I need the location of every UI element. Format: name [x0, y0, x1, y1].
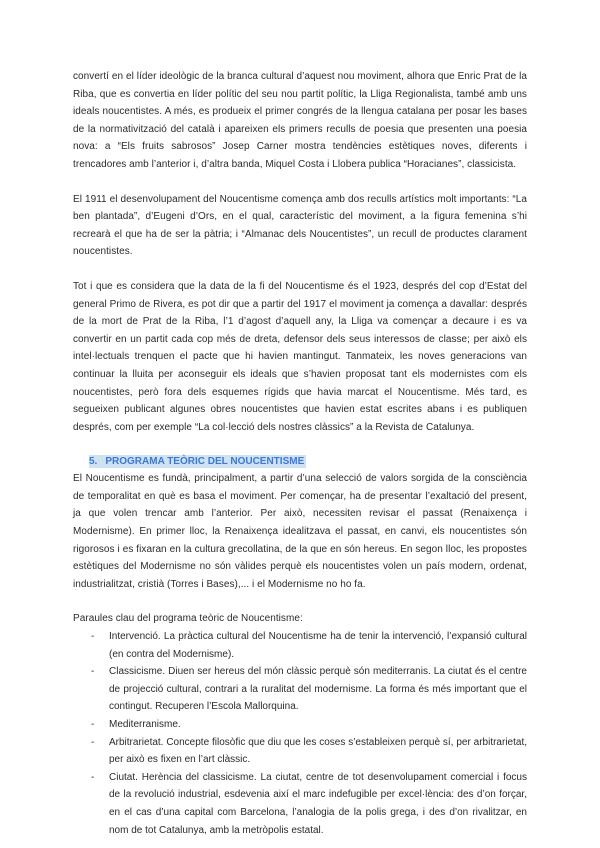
- paragraph-gap: [73, 436, 527, 453]
- section-title: PROGRAMA TEÒRIC DEL NOUCENTISME: [105, 456, 305, 468]
- bullet-dash: -: [91, 736, 95, 748]
- section-number: 5.: [89, 455, 105, 468]
- list-item-text: Mediterranisme.: [109, 719, 181, 730]
- list-item-text: Ciutat. Herència del classicisme. La ciutat, centre de tot desenvolupament comercial i focus de la revolució industrial, esdevenia així el marc indefugible per excel·lència: des d’on forçar, en el cas d’una capital com Barcelona, l’analogia de la polis grega, i des d’on rivalitzar, en nom de tot Catalunya, amb la metròpolis estatal.: [109, 771, 527, 836]
- list-item-text: Arbitrarietat. Concepte filosòfic que diu que les coses s’estableixen perquè sí, per arbitrarietat, per això es fixen en l’art clàssic.: [109, 736, 527, 766]
- paragraph-1911-development: El 1911 el desenvolupament del Noucentisme comença amb dos reculls artístics molt importants: “La ben plantada”, d’Eugeni d’Ors, en el qual, característic del moviment, a la figura femenina s’hi recrearà el que ha de ser la pàtria; i “Almanac dels Noucentistes”, un recull de productes clarament noucentistes.: [73, 193, 527, 258]
- list-item-text: Intervenció. La pràctica cultural del Noucentisme ha de tenir la intervenció, l’expansió cultural (en contra del Modernisme).: [109, 631, 527, 660]
- paragraph-gap: [73, 261, 527, 278]
- paragraph-theoretical-program: El Noucentisme es fundà, principalment, a partir d’una selecció de valors sorgida de la consciència de temporalitat en què es basa el moviment. Per començar, ha de presentar l’exaltació del present, ja que volen trencar amb l’anterior. Per això, necessiten revisar el passat (Renaixença i Modernisme). En primer lloc, la Renaixença idealitzava el passat, en canvi, els noucentistes són rigorosos i es fixaran en la cultura grecollatina, de la que en són hereus. En segon lloc, les propostes estètiques del Modernisme no són vàlides perquè els noucentistes volen un país modern, ordenat, industrialitzat, cristià (Torres i Bases),... i el Modernisme no ho fa.: [73, 473, 527, 590]
- keywords-list: [73, 628, 527, 839]
- paragraph-gap: [73, 174, 527, 191]
- paragraph-lliga-regionalista: convertí en el líder ideològic de la branca cultural d’aquest nou moviment, alhora que Enric Prat de la Riba, que es convertia en líder polític del seu nou partit polític, la Lliga Regionalista, també amb uns ideals noucentistes. A més, es produeix el primer congrés de la llengua catalana per posar les bases de la normativització del català i apareixen els primers reculls de poesia que presenten una poesia nova: a “Els fruits sabrosos” Josep Carner mostra tendències estètiques noves, diferents i trencadores amb l’anterior i, d’altra banda, Miquel Costa i Llobera publica “Horacianes”, classicista.: [73, 71, 527, 170]
- bullet-dash: -: [91, 631, 95, 643]
- list-item: [73, 769, 527, 839]
- paragraph-end-of-noucentisme: Tot i que es considera que la data de la fi del Noucentisme és el 1923, després del cop d’Estat del general Primo de Rivera, es pot dir que a partir del 1917 el moviment ja comença a davallar: després de la mort de Prat de la Riba, l’1 d’agost d’aquell any, la Lliga va començar a decaure i es va convertir en un partit cada cop més de dreta, defensor dels seus interessos de classe; per això els intel·lectuals trenquen el pacte que hi havien mantingut. Tanmateix, les noves generacions van continuar la lluita per aconseguir els ideals que s’havien proposat tant els modernistes com els noucentistes, però fora dels esquemes rígids que havia marcat el Noucentisme. Més tard, es segueixen publicant algunes obres noucentistes que havien estat escrites abans i es publiquen després, com per exemple “La col·lecció dels nostres clàssics” a la Revista de Catalunya.: [73, 280, 527, 433]
- list-item: [73, 734, 527, 769]
- list-item-text: Classicisme. Diuen ser hereus del món clàssic perquè són mediterranis. La ciutat és el centre de projecció cultural, contrari a la ruralitat del modernisme. La forma és més important que el contingut. Recuperen l’Escola Mallorquina.: [109, 666, 527, 713]
- list-item: [73, 628, 527, 663]
- section-heading: [73, 453, 527, 470]
- bullet-dash: -: [91, 771, 95, 783]
- paragraph-keywords-intro: Paraules clau del programa teòric de Noucentisme:: [73, 613, 303, 625]
- bullet-dash: -: [91, 666, 95, 678]
- list-item: [73, 716, 527, 734]
- list-item: [73, 663, 527, 716]
- paragraph-gap: [73, 593, 527, 610]
- bullet-dash: -: [91, 719, 95, 730]
